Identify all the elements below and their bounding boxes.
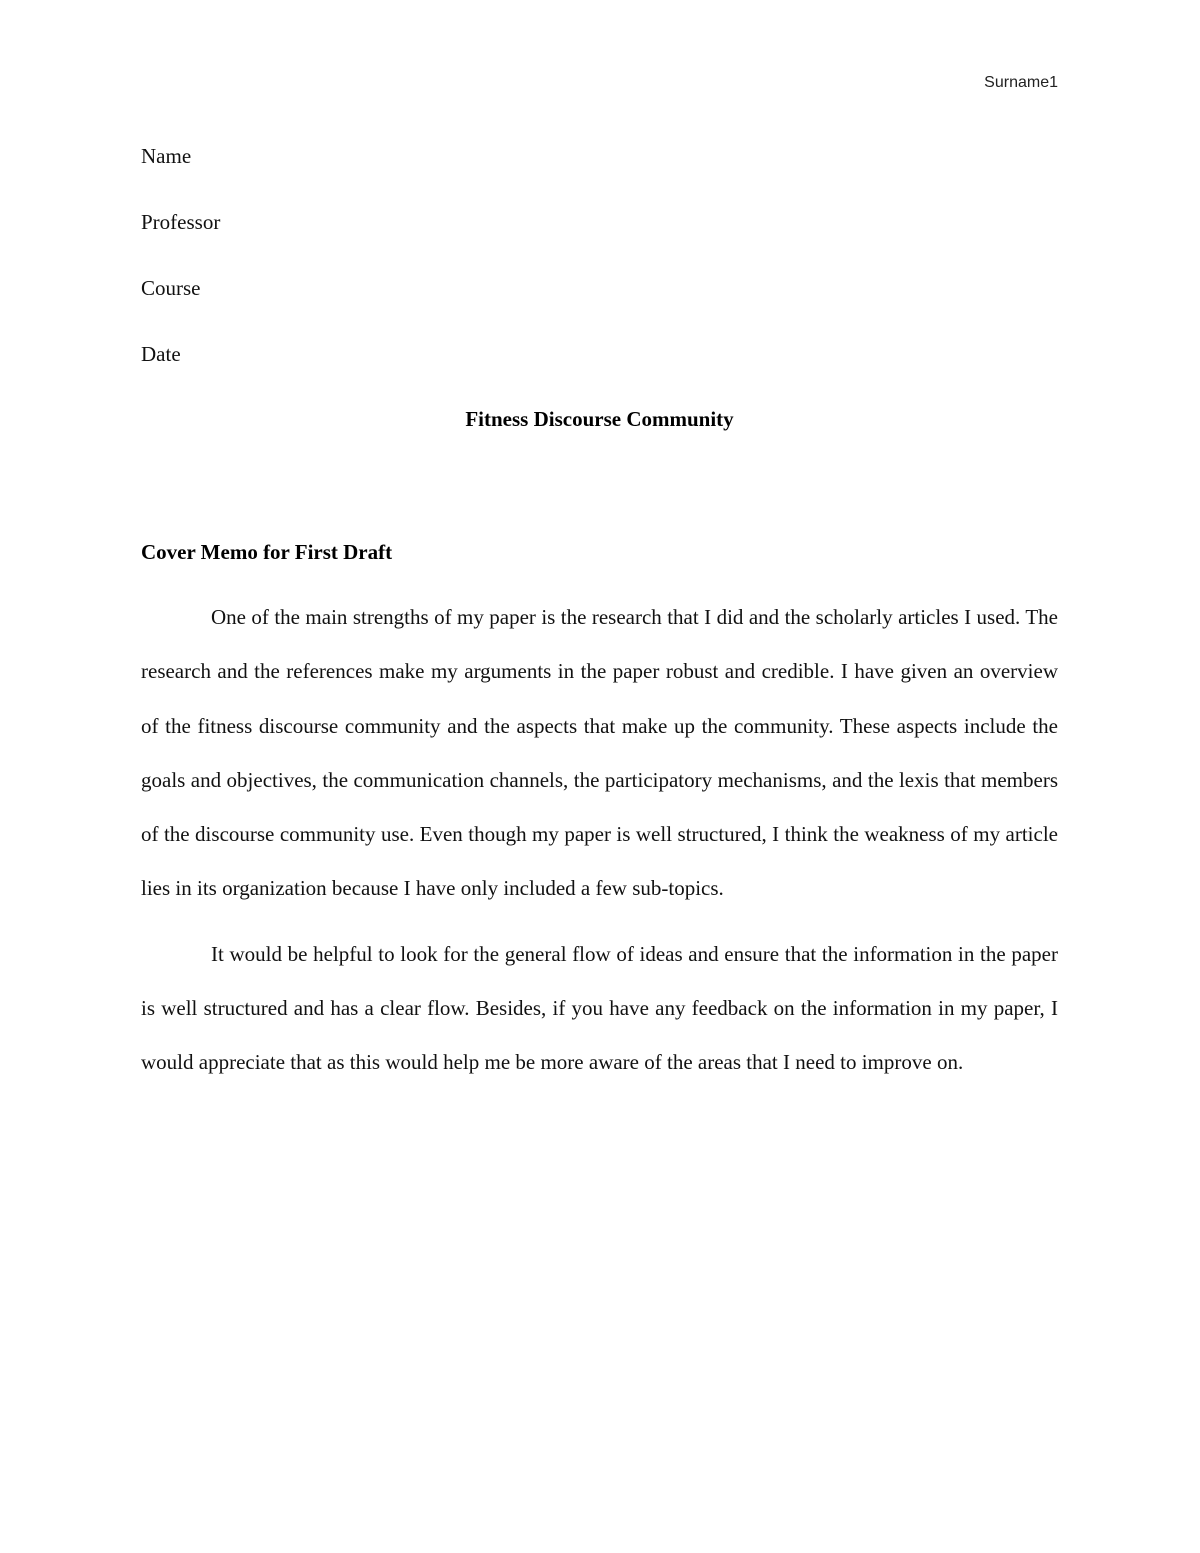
body-paragraph: It would be helpful to look for the general flow of ideas and ensure that the information in the paper is well structured and has a clear flow. Besides, if you have any feedback on the information in my paper, I would appreciate that as this would help me be more aware of the areas that I need to improve on. bbox=[141, 941, 1058, 1075]
student-heading-block bbox=[141, 142, 1058, 406]
course-line: Course bbox=[141, 276, 201, 300]
section-heading: Cover Memo for First Draft bbox=[141, 540, 393, 564]
body-paragraph: One of the main strengths of my paper is the research that I did and the scholarly articles I used. The research and the references make my arguments in the paper robust and credible. I have given an overview of the fitness discourse community and the aspects that make up the community. These aspects include the goals and objectives, the communication channels, the participatory mechanisms, and the lexis that members of the discourse community use. Even though my paper is well structured, I think the weakness of my article lies in its organization because I have only included a few sub-topics. bbox=[141, 605, 1058, 901]
professor-line: Professor bbox=[141, 210, 221, 234]
running-head: Surname1 bbox=[984, 74, 1058, 91]
date-line: Date bbox=[141, 342, 181, 366]
memo-body bbox=[141, 590, 1058, 1090]
paper-title: Fitness Discourse Community bbox=[465, 407, 734, 431]
student-name-line: Name bbox=[141, 144, 192, 168]
